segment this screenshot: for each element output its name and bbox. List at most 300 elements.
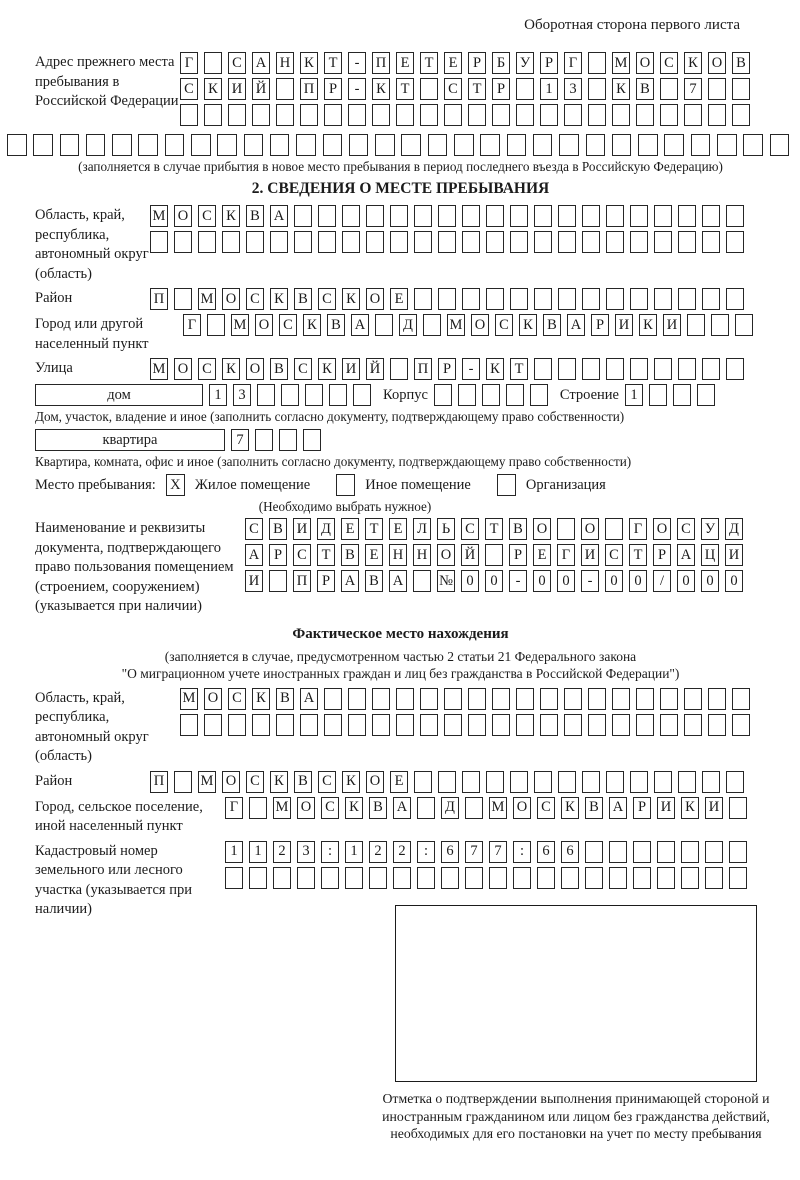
char-cell[interactable] bbox=[396, 104, 414, 126]
char-cell[interactable]: 0 bbox=[485, 570, 503, 592]
char-cell[interactable]: Г bbox=[183, 314, 201, 336]
char-cell[interactable] bbox=[486, 231, 504, 253]
char-cell[interactable] bbox=[506, 384, 524, 406]
char-cell[interactable] bbox=[735, 314, 753, 336]
char-cell[interactable] bbox=[729, 841, 747, 863]
char-cell[interactable] bbox=[270, 231, 288, 253]
char-cell[interactable]: С bbox=[444, 78, 462, 100]
char-cell[interactable] bbox=[423, 314, 441, 336]
char-cell[interactable] bbox=[530, 384, 548, 406]
char-cell[interactable] bbox=[198, 231, 216, 253]
char-cell[interactable] bbox=[492, 104, 510, 126]
char-cell[interactable]: Ц bbox=[701, 544, 719, 566]
char-cell[interactable] bbox=[324, 714, 342, 736]
char-cell[interactable]: Е bbox=[396, 52, 414, 74]
char-cell[interactable]: И bbox=[581, 544, 599, 566]
char-cell[interactable] bbox=[204, 714, 222, 736]
char-cell[interactable]: М bbox=[612, 52, 630, 74]
char-cell[interactable] bbox=[558, 231, 576, 253]
char-cell[interactable]: С bbox=[677, 518, 695, 540]
char-cell[interactable] bbox=[654, 205, 672, 227]
char-cell[interactable] bbox=[369, 867, 387, 889]
char-cell[interactable]: О bbox=[366, 771, 384, 793]
char-cell[interactable]: Г bbox=[629, 518, 647, 540]
char-cell[interactable]: Е bbox=[341, 518, 359, 540]
char-cell[interactable] bbox=[7, 134, 27, 156]
char-cell[interactable] bbox=[458, 384, 476, 406]
char-cell[interactable]: Т bbox=[420, 52, 438, 74]
char-cell[interactable]: О bbox=[174, 205, 192, 227]
char-cell[interactable]: О bbox=[581, 518, 599, 540]
char-cell[interactable]: Н bbox=[389, 544, 407, 566]
char-cell[interactable] bbox=[606, 771, 624, 793]
char-cell[interactable] bbox=[540, 104, 558, 126]
char-cell[interactable] bbox=[606, 358, 624, 380]
char-cell[interactable]: 6 bbox=[561, 841, 579, 863]
char-cell[interactable] bbox=[537, 867, 555, 889]
char-cell[interactable] bbox=[480, 134, 500, 156]
char-cell[interactable]: Т bbox=[365, 518, 383, 540]
char-cell[interactable] bbox=[702, 231, 720, 253]
char-cell[interactable]: К bbox=[222, 205, 240, 227]
char-cell[interactable]: А bbox=[677, 544, 695, 566]
char-cell[interactable]: С bbox=[198, 358, 216, 380]
char-cell[interactable]: О bbox=[204, 688, 222, 710]
char-cell[interactable] bbox=[657, 841, 675, 863]
char-cell[interactable] bbox=[582, 358, 600, 380]
char-cell[interactable]: : bbox=[513, 841, 531, 863]
char-cell[interactable] bbox=[353, 384, 371, 406]
char-cell[interactable] bbox=[60, 134, 80, 156]
char-cell[interactable]: И bbox=[725, 544, 743, 566]
char-cell[interactable] bbox=[222, 231, 240, 253]
char-cell[interactable]: В bbox=[276, 688, 294, 710]
char-cell[interactable] bbox=[244, 134, 264, 156]
char-cell[interactable] bbox=[726, 288, 744, 310]
checkbox-other-premises[interactable] bbox=[336, 474, 355, 496]
char-cell[interactable] bbox=[588, 688, 606, 710]
char-cell[interactable] bbox=[252, 104, 270, 126]
char-cell[interactable]: Е bbox=[389, 518, 407, 540]
char-cell[interactable]: 0 bbox=[557, 570, 575, 592]
char-cell[interactable] bbox=[612, 688, 630, 710]
char-cell[interactable] bbox=[681, 841, 699, 863]
char-cell[interactable] bbox=[654, 358, 672, 380]
char-cell[interactable]: П bbox=[150, 288, 168, 310]
char-cell[interactable]: И bbox=[293, 518, 311, 540]
char-cell[interactable] bbox=[708, 688, 726, 710]
char-cell[interactable] bbox=[510, 771, 528, 793]
char-cell[interactable]: И bbox=[663, 314, 681, 336]
char-cell[interactable] bbox=[348, 104, 366, 126]
char-cell[interactable]: И bbox=[245, 570, 263, 592]
char-cell[interactable] bbox=[660, 714, 678, 736]
char-cell[interactable] bbox=[150, 231, 168, 253]
char-cell[interactable] bbox=[705, 867, 723, 889]
char-cell[interactable]: И bbox=[228, 78, 246, 100]
char-cell[interactable] bbox=[588, 104, 606, 126]
char-cell[interactable]: М bbox=[198, 288, 216, 310]
char-cell[interactable]: К bbox=[342, 771, 360, 793]
char-cell[interactable] bbox=[246, 231, 264, 253]
char-cell[interactable]: С bbox=[279, 314, 297, 336]
char-cell[interactable]: 3 bbox=[233, 384, 251, 406]
char-cell[interactable]: В bbox=[341, 544, 359, 566]
char-cell[interactable] bbox=[485, 544, 503, 566]
char-cell[interactable] bbox=[438, 205, 456, 227]
char-cell[interactable]: 7 bbox=[684, 78, 702, 100]
char-cell[interactable]: 1 bbox=[625, 384, 643, 406]
char-cell[interactable] bbox=[605, 518, 623, 540]
char-cell[interactable]: 1 bbox=[540, 78, 558, 100]
char-cell[interactable] bbox=[708, 714, 726, 736]
char-cell[interactable] bbox=[462, 288, 480, 310]
char-cell[interactable] bbox=[612, 714, 630, 736]
char-cell[interactable] bbox=[482, 384, 500, 406]
char-cell[interactable]: Т bbox=[324, 52, 342, 74]
char-cell[interactable]: М bbox=[489, 797, 507, 819]
char-cell[interactable]: 0 bbox=[605, 570, 623, 592]
char-cell[interactable] bbox=[770, 134, 790, 156]
char-cell[interactable] bbox=[678, 205, 696, 227]
char-cell[interactable]: Т bbox=[485, 518, 503, 540]
char-cell[interactable] bbox=[86, 134, 106, 156]
char-cell[interactable]: С bbox=[318, 288, 336, 310]
char-cell[interactable] bbox=[396, 688, 414, 710]
char-cell[interactable]: С bbox=[461, 518, 479, 540]
char-cell[interactable] bbox=[684, 714, 702, 736]
char-cell[interactable] bbox=[533, 134, 553, 156]
char-cell[interactable] bbox=[174, 771, 192, 793]
char-cell[interactable] bbox=[255, 429, 273, 451]
char-cell[interactable] bbox=[630, 771, 648, 793]
char-cell[interactable] bbox=[444, 104, 462, 126]
char-cell[interactable] bbox=[249, 867, 267, 889]
char-cell[interactable] bbox=[687, 314, 705, 336]
char-cell[interactable] bbox=[585, 841, 603, 863]
char-cell[interactable] bbox=[342, 205, 360, 227]
char-cell[interactable] bbox=[649, 384, 667, 406]
char-cell[interactable] bbox=[630, 288, 648, 310]
char-cell[interactable] bbox=[444, 688, 462, 710]
char-cell[interactable]: С bbox=[495, 314, 513, 336]
char-cell[interactable] bbox=[279, 429, 297, 451]
char-cell[interactable] bbox=[342, 231, 360, 253]
char-cell[interactable]: К bbox=[639, 314, 657, 336]
char-cell[interactable]: В bbox=[294, 771, 312, 793]
char-cell[interactable] bbox=[294, 231, 312, 253]
char-cell[interactable]: С bbox=[228, 688, 246, 710]
char-cell[interactable]: В bbox=[732, 52, 750, 74]
char-cell[interactable]: 7 bbox=[231, 429, 249, 451]
char-cell[interactable]: 1 bbox=[209, 384, 227, 406]
char-cell[interactable]: Г bbox=[557, 544, 575, 566]
char-cell[interactable]: Г bbox=[180, 52, 198, 74]
char-cell[interactable] bbox=[702, 288, 720, 310]
char-cell[interactable] bbox=[636, 688, 654, 710]
char-cell[interactable]: К bbox=[519, 314, 537, 336]
char-cell[interactable] bbox=[660, 78, 678, 100]
char-cell[interactable] bbox=[281, 384, 299, 406]
char-cell[interactable] bbox=[417, 797, 435, 819]
char-cell[interactable]: Е bbox=[444, 52, 462, 74]
checkbox-organization[interactable] bbox=[497, 474, 516, 496]
char-cell[interactable]: 6 bbox=[537, 841, 555, 863]
char-cell[interactable] bbox=[329, 384, 347, 406]
char-cell[interactable]: Т bbox=[317, 544, 335, 566]
char-cell[interactable]: К bbox=[270, 288, 288, 310]
char-cell[interactable] bbox=[174, 288, 192, 310]
char-cell[interactable] bbox=[588, 714, 606, 736]
char-cell[interactable]: В bbox=[269, 518, 287, 540]
char-cell[interactable]: А bbox=[300, 688, 318, 710]
char-cell[interactable] bbox=[413, 570, 431, 592]
char-cell[interactable]: - bbox=[348, 78, 366, 100]
char-cell[interactable] bbox=[300, 714, 318, 736]
char-cell[interactable] bbox=[375, 314, 393, 336]
char-cell[interactable] bbox=[540, 714, 558, 736]
char-cell[interactable] bbox=[636, 714, 654, 736]
char-cell[interactable]: М bbox=[273, 797, 291, 819]
char-cell[interactable] bbox=[743, 134, 763, 156]
char-cell[interactable] bbox=[462, 771, 480, 793]
char-cell[interactable] bbox=[684, 104, 702, 126]
char-cell[interactable]: 0 bbox=[533, 570, 551, 592]
char-cell[interactable]: Е bbox=[390, 288, 408, 310]
char-cell[interactable] bbox=[165, 134, 185, 156]
char-cell[interactable] bbox=[588, 52, 606, 74]
char-cell[interactable]: Д bbox=[399, 314, 417, 336]
char-cell[interactable] bbox=[366, 205, 384, 227]
char-cell[interactable]: О bbox=[366, 288, 384, 310]
char-cell[interactable] bbox=[732, 714, 750, 736]
char-cell[interactable]: 1 bbox=[249, 841, 267, 863]
char-cell[interactable] bbox=[420, 688, 438, 710]
char-cell[interactable] bbox=[348, 714, 366, 736]
char-cell[interactable] bbox=[684, 688, 702, 710]
char-cell[interactable] bbox=[462, 231, 480, 253]
char-cell[interactable]: О bbox=[708, 52, 726, 74]
char-cell[interactable]: - bbox=[581, 570, 599, 592]
char-cell[interactable]: Т bbox=[396, 78, 414, 100]
char-cell[interactable] bbox=[582, 205, 600, 227]
char-cell[interactable] bbox=[516, 78, 534, 100]
char-cell[interactable] bbox=[612, 134, 632, 156]
char-cell[interactable] bbox=[138, 134, 158, 156]
char-cell[interactable] bbox=[726, 771, 744, 793]
char-cell[interactable] bbox=[630, 205, 648, 227]
char-cell[interactable]: К bbox=[222, 358, 240, 380]
char-cell[interactable] bbox=[273, 867, 291, 889]
char-cell[interactable]: В bbox=[636, 78, 654, 100]
char-cell[interactable] bbox=[390, 358, 408, 380]
char-cell[interactable] bbox=[345, 867, 363, 889]
char-cell[interactable] bbox=[207, 314, 225, 336]
char-cell[interactable] bbox=[438, 771, 456, 793]
char-cell[interactable] bbox=[444, 714, 462, 736]
char-cell[interactable]: С bbox=[198, 205, 216, 227]
char-cell[interactable]: О bbox=[255, 314, 273, 336]
char-cell[interactable] bbox=[582, 288, 600, 310]
char-cell[interactable]: М bbox=[150, 205, 168, 227]
char-cell[interactable] bbox=[558, 771, 576, 793]
char-cell[interactable]: Д bbox=[441, 797, 459, 819]
char-cell[interactable] bbox=[561, 867, 579, 889]
char-cell[interactable]: О bbox=[636, 52, 654, 74]
char-cell[interactable] bbox=[414, 288, 432, 310]
char-cell[interactable]: О bbox=[222, 771, 240, 793]
char-cell[interactable] bbox=[606, 231, 624, 253]
char-cell[interactable] bbox=[664, 134, 684, 156]
char-cell[interactable] bbox=[372, 104, 390, 126]
char-cell[interactable]: К bbox=[270, 771, 288, 793]
char-cell[interactable] bbox=[726, 231, 744, 253]
char-cell[interactable] bbox=[372, 688, 390, 710]
char-cell[interactable]: С bbox=[321, 797, 339, 819]
char-cell[interactable] bbox=[296, 134, 316, 156]
char-cell[interactable] bbox=[606, 205, 624, 227]
char-cell[interactable]: - bbox=[348, 52, 366, 74]
char-cell[interactable] bbox=[636, 104, 654, 126]
char-cell[interactable] bbox=[630, 358, 648, 380]
char-cell[interactable]: О bbox=[513, 797, 531, 819]
char-cell[interactable] bbox=[510, 231, 528, 253]
char-cell[interactable]: В bbox=[246, 205, 264, 227]
char-cell[interactable]: П bbox=[414, 358, 432, 380]
char-cell[interactable] bbox=[441, 867, 459, 889]
char-cell[interactable] bbox=[702, 358, 720, 380]
char-cell[interactable] bbox=[558, 358, 576, 380]
char-cell[interactable]: О bbox=[471, 314, 489, 336]
char-cell[interactable] bbox=[318, 231, 336, 253]
char-cell[interactable]: К bbox=[252, 688, 270, 710]
char-cell[interactable]: А bbox=[567, 314, 585, 336]
char-cell[interactable]: Т bbox=[510, 358, 528, 380]
char-cell[interactable]: К bbox=[612, 78, 630, 100]
char-cell[interactable]: М bbox=[447, 314, 465, 336]
char-cell[interactable]: О bbox=[437, 544, 455, 566]
char-cell[interactable] bbox=[582, 771, 600, 793]
char-cell[interactable] bbox=[558, 288, 576, 310]
char-cell[interactable] bbox=[702, 205, 720, 227]
char-cell[interactable] bbox=[468, 714, 486, 736]
char-cell[interactable]: В bbox=[270, 358, 288, 380]
char-cell[interactable]: А bbox=[609, 797, 627, 819]
char-cell[interactable] bbox=[420, 714, 438, 736]
char-cell[interactable] bbox=[510, 288, 528, 310]
char-cell[interactable]: Р bbox=[653, 544, 671, 566]
char-cell[interactable] bbox=[468, 104, 486, 126]
char-cell[interactable]: О bbox=[174, 358, 192, 380]
char-cell[interactable] bbox=[462, 205, 480, 227]
char-cell[interactable] bbox=[180, 104, 198, 126]
char-cell[interactable] bbox=[249, 797, 267, 819]
char-cell[interactable]: М bbox=[198, 771, 216, 793]
char-cell[interactable]: : bbox=[321, 841, 339, 863]
char-cell[interactable] bbox=[729, 867, 747, 889]
char-cell[interactable] bbox=[585, 867, 603, 889]
char-cell[interactable]: С bbox=[245, 518, 263, 540]
char-cell[interactable]: Е bbox=[365, 544, 383, 566]
char-cell[interactable] bbox=[112, 134, 132, 156]
char-cell[interactable] bbox=[660, 104, 678, 126]
char-cell[interactable]: С bbox=[180, 78, 198, 100]
char-cell[interactable] bbox=[303, 429, 321, 451]
char-cell[interactable]: С bbox=[294, 358, 312, 380]
char-cell[interactable] bbox=[297, 867, 315, 889]
char-cell[interactable] bbox=[586, 134, 606, 156]
char-cell[interactable] bbox=[564, 688, 582, 710]
char-cell[interactable] bbox=[324, 104, 342, 126]
char-cell[interactable] bbox=[697, 384, 715, 406]
char-cell[interactable] bbox=[414, 231, 432, 253]
char-cell[interactable]: С bbox=[228, 52, 246, 74]
char-cell[interactable] bbox=[732, 688, 750, 710]
char-cell[interactable]: Р bbox=[633, 797, 651, 819]
char-cell[interactable]: К bbox=[561, 797, 579, 819]
char-cell[interactable] bbox=[414, 771, 432, 793]
char-cell[interactable] bbox=[534, 288, 552, 310]
char-cell[interactable] bbox=[420, 104, 438, 126]
char-cell[interactable]: К bbox=[372, 78, 390, 100]
char-cell[interactable] bbox=[228, 714, 246, 736]
char-cell[interactable]: О bbox=[533, 518, 551, 540]
char-cell[interactable]: 0 bbox=[725, 570, 743, 592]
char-cell[interactable]: 1 bbox=[225, 841, 243, 863]
char-cell[interactable] bbox=[372, 714, 390, 736]
char-cell[interactable]: К bbox=[300, 52, 318, 74]
char-cell[interactable] bbox=[486, 288, 504, 310]
char-cell[interactable]: 2 bbox=[393, 841, 411, 863]
char-cell[interactable] bbox=[375, 134, 395, 156]
char-cell[interactable]: О bbox=[653, 518, 671, 540]
char-cell[interactable] bbox=[276, 78, 294, 100]
char-cell[interactable] bbox=[468, 688, 486, 710]
char-cell[interactable]: С bbox=[293, 544, 311, 566]
char-cell[interactable]: А bbox=[252, 52, 270, 74]
char-cell[interactable]: 1 bbox=[345, 841, 363, 863]
char-cell[interactable]: И bbox=[342, 358, 360, 380]
char-cell[interactable] bbox=[420, 78, 438, 100]
char-cell[interactable] bbox=[318, 205, 336, 227]
char-cell[interactable]: И bbox=[705, 797, 723, 819]
char-cell[interactable]: А bbox=[270, 205, 288, 227]
char-cell[interactable]: К bbox=[486, 358, 504, 380]
char-cell[interactable] bbox=[516, 714, 534, 736]
char-cell[interactable]: М bbox=[180, 688, 198, 710]
char-cell[interactable]: П bbox=[372, 52, 390, 74]
char-cell[interactable]: К bbox=[318, 358, 336, 380]
char-cell[interactable] bbox=[732, 78, 750, 100]
char-cell[interactable] bbox=[708, 104, 726, 126]
char-cell[interactable] bbox=[492, 714, 510, 736]
char-cell[interactable] bbox=[174, 231, 192, 253]
char-cell[interactable] bbox=[294, 205, 312, 227]
char-cell[interactable]: Н bbox=[413, 544, 431, 566]
char-cell[interactable] bbox=[732, 104, 750, 126]
char-cell[interactable] bbox=[654, 288, 672, 310]
char-cell[interactable]: А bbox=[351, 314, 369, 336]
char-cell[interactable] bbox=[401, 134, 421, 156]
char-cell[interactable] bbox=[654, 231, 672, 253]
char-cell[interactable] bbox=[465, 797, 483, 819]
char-cell[interactable] bbox=[609, 841, 627, 863]
char-cell[interactable] bbox=[434, 384, 452, 406]
char-cell[interactable] bbox=[454, 134, 474, 156]
char-cell[interactable] bbox=[660, 688, 678, 710]
char-cell[interactable]: Е bbox=[390, 771, 408, 793]
char-cell[interactable] bbox=[393, 867, 411, 889]
